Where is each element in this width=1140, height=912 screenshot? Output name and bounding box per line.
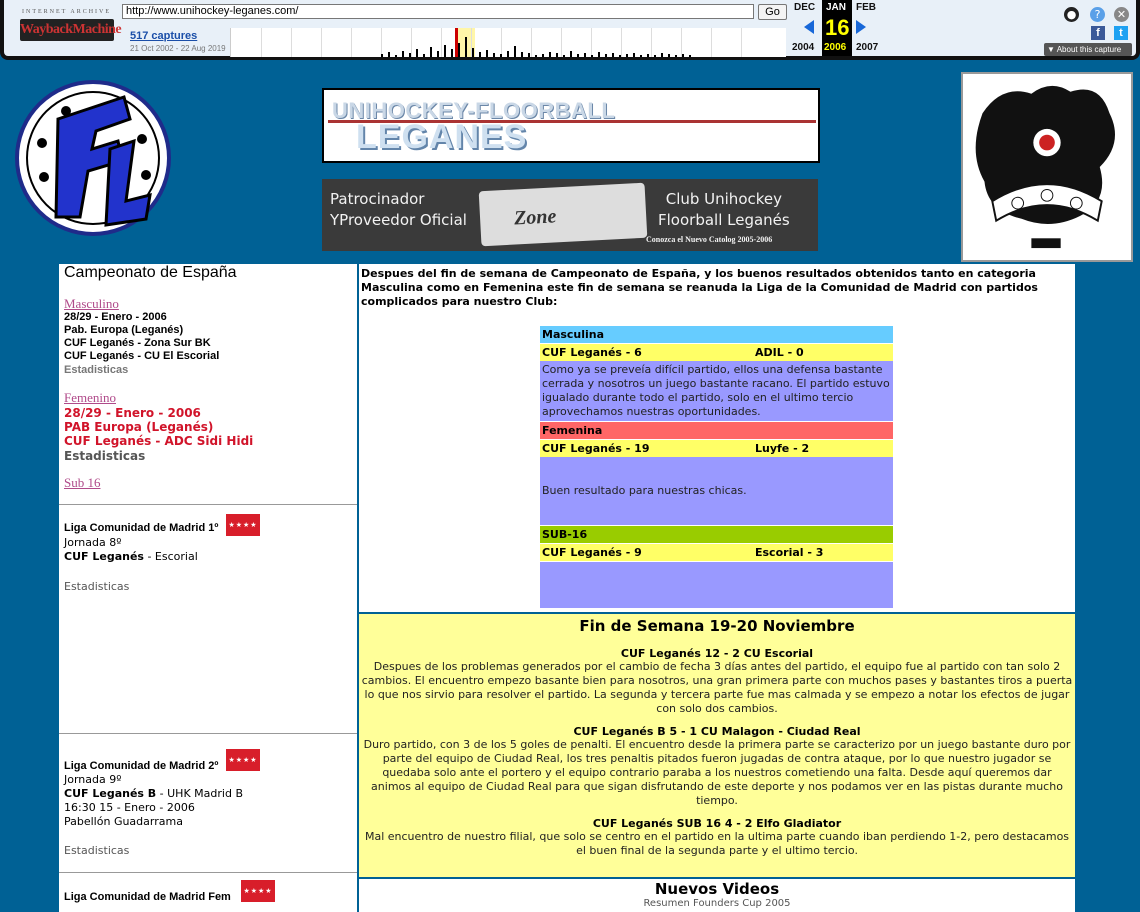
fem-header: [540, 422, 893, 439]
sparkline-bar: [619, 55, 621, 57]
sub-label: SUB-16: [542, 528, 588, 541]
masc-home: CUF Leganés - 6: [542, 346, 642, 359]
league2-round: Jornada 9º: [64, 773, 122, 786]
sparkline-bar: [465, 37, 467, 57]
wayback-toolbar: [0, 0, 1140, 60]
sub-home: CUF Leganés - 9: [542, 546, 642, 559]
banner-top-text: UNIHOCKEY-FLOORBALL: [332, 98, 616, 123]
sparkline-bar: [682, 54, 684, 57]
masc-label: Masculina: [542, 328, 605, 341]
current-day: 16: [825, 15, 850, 40]
game2-body: Duro partido, con 3 de los 5 goles de penalti. El encuentro desde la primera parte se caracterizo por un juego bastante duro por parte del equipo de Ciudad Real, los tres penaltis pitados fueron jugadas de contra ataque, por lo que nuestro jugador se quedaba solo ante el portero y el equipo contrario paraba a los nuestros cometiendo una falta. Desde aquí queremos dar animos al equipo de Ciudad Real para que sigan disfrutando de este deporte y nos podamos ver en las pistas durante mucho tiempo.: [363, 738, 1071, 807]
game3-title: CUF Leganés SUB 16 4 - 2 Elfo Gladiator: [592, 817, 842, 830]
sub16-link[interactable]: Sub 16: [64, 475, 101, 490]
weekend-title: Fin de Semana 19-20 Noviembre: [579, 617, 855, 635]
zone-brand-text: Zone: [513, 205, 557, 230]
sparkline-bar: [528, 53, 530, 57]
sub-description: [540, 562, 893, 608]
about-capture-button[interactable]: ▼ About this capture: [1044, 43, 1132, 56]
game1-title: CUF Leganés 12 - 2 CU Escorial: [620, 647, 814, 660]
twitter-icon[interactable]: t: [1114, 26, 1128, 40]
sparkline-bar: [451, 49, 453, 57]
url-input[interactable]: http://www.unihockey-leganes.com/: [122, 4, 754, 19]
sparkline-bar: [514, 46, 516, 57]
sponsor-left-line: YProveedor Oficial: [330, 211, 467, 229]
close-icon[interactable]: ✕: [1114, 7, 1129, 22]
weekend-results: [359, 612, 1075, 877]
sparkline-year-divider: [651, 28, 652, 57]
madrid-flag-icon: ★★★★: [226, 514, 260, 536]
sparkline-bar: [675, 55, 677, 57]
sparkline-bar: [381, 54, 383, 57]
sparkline-year-divider: [381, 28, 382, 57]
masc-header: [540, 326, 893, 343]
sparkline-bar: [479, 52, 481, 57]
prev-capture-arrow-icon[interactable]: [804, 20, 814, 34]
zone-brand-logo: [479, 183, 648, 247]
sparkline-year-divider: [441, 28, 442, 57]
sparkline-bar: [626, 54, 628, 57]
sparkline-year-divider: [621, 28, 622, 57]
game1-body: Despues de los problemas generados por el cambio de fecha 3 días antes del partido, el equipo fue al partido con tan solo 2 cambios. El encuentro empezo basante bien para nosotros, una gran primera parte con muchos pases y bastantes tiros a puerta lo que nos sirvio para resolver el partido. La segunda y tercera parte fue mas calmada y se empezo a notar los efectos de jugar con solo dos cambios.: [361, 660, 1073, 715]
sparkline-bar: [500, 54, 502, 57]
capture-range: 21 Oct 2002 - 22 Aug 2019: [130, 44, 226, 53]
sparkline-bar: [556, 53, 558, 57]
league1-opponent: - Escorial: [143, 550, 198, 563]
sparkline-bar: [661, 53, 663, 57]
masc-line: 28/29 - Enero - 2006: [64, 311, 167, 323]
divider: [59, 504, 357, 505]
sparkline-year-divider: [501, 28, 502, 57]
divider: [59, 733, 357, 734]
sparkline-bar: [549, 52, 551, 57]
sparkline-year-divider: [351, 28, 352, 57]
fem-line: PAB Europa (Leganés): [64, 420, 214, 434]
sparkline-bar: [458, 43, 460, 57]
fem-line: CUF Leganés - ADC Sidi Hidi: [64, 434, 254, 448]
fem-away: Luyfe - 2: [755, 442, 810, 455]
sparkline-year-divider: [681, 28, 682, 57]
go-button[interactable]: Go: [758, 4, 787, 20]
sparkline-year-divider: [591, 28, 592, 57]
sparkline-bar: [612, 53, 614, 57]
sparkline-bar: [402, 51, 404, 57]
sparkline-year-divider: [741, 28, 742, 57]
sparkline-bar: [577, 54, 579, 57]
sparkline-bar: [521, 52, 523, 57]
sparkline-year-divider: [711, 28, 712, 57]
game2-title: CUF Leganés B 5 - 1 CU Malagon - Ciudad Real: [573, 725, 861, 738]
next-month-label[interactable]: FEB: [856, 2, 876, 13]
league2-opponent: - UHK Madrid B: [156, 787, 243, 800]
sparkline-bar: [647, 54, 649, 57]
sparkline-bar: [563, 55, 565, 57]
sparkline-year-divider: [531, 28, 532, 57]
fem-description: Buen resultado para nuestras chicas.: [540, 457, 893, 525]
madrid-flag-icon: ★★★★: [241, 880, 275, 902]
sparkline-year-divider: [321, 28, 322, 57]
prev-month-label[interactable]: DEC: [794, 2, 816, 13]
capture-sparkline[interactable]: [230, 28, 786, 57]
club-mascot-image: [961, 72, 1133, 262]
league1-title: Liga Comunidad de Madrid 1º: [64, 522, 219, 534]
sub-score-row: [540, 544, 893, 561]
masc-line: Pab. Europa (Leganés): [64, 324, 184, 336]
intro-text: Despues del fin de semana de Campeonato de España, y los buenos resultados obtenidos tanto en categoria Masculina como en Femenina este fin de semana se reanuda la Liga de la Comunidad de Madrid con partidos complicados para nuestro Club:: [361, 267, 1038, 308]
sparkline-year-divider: [411, 28, 412, 57]
sparkline-bar: [409, 53, 411, 57]
sparkline-bar: [430, 47, 432, 57]
wayback-logo[interactable]: WaybackMachine: [20, 19, 114, 41]
league1-team: CUF Leganés: [64, 550, 144, 563]
league3-title: Liga Comunidad de Madrid Fem: [64, 891, 231, 903]
league1-stats-link[interactable]: Estadisticas: [64, 580, 130, 593]
archive-label: INTERNET ARCHIVE: [22, 9, 112, 15]
current-month-label: JAN: [826, 2, 847, 13]
current-year-label: 2006: [824, 42, 847, 53]
sparkline-bar: [542, 54, 544, 57]
masc-line: CUF Leganés - CU El Escorial: [64, 350, 220, 362]
sparkline-year-divider: [261, 28, 262, 57]
sparkline-bar: [444, 45, 446, 57]
sparkline-bar: [605, 54, 607, 57]
league2-title: Liga Comunidad de Madrid 2º: [64, 760, 219, 772]
sparkline-bar: [654, 55, 656, 57]
league2-match: [64, 787, 243, 800]
club-banner: [322, 88, 820, 163]
sparkline-bar: [423, 54, 425, 57]
about-capture-label: About this capture: [1056, 45, 1122, 54]
fl-club-logo: [14, 79, 172, 237]
sparkline-bar: [507, 51, 509, 57]
masc-info: [64, 311, 219, 363]
sparkline-bar: [570, 51, 572, 57]
divider: [59, 872, 357, 873]
game3-body: Mal encuentro de nuestro filial, que solo se centro en el partido en la ultima parte cuando iban perdiendo 1-2, pero destacamos el buen final de la segunda parte y el ultimo tercio.: [364, 830, 1070, 857]
sparkline-year-divider: [561, 28, 562, 57]
masculino-link[interactable]: Masculino: [64, 296, 119, 311]
sponsor-right-text: [658, 189, 790, 231]
sparkline-bar: [388, 52, 390, 57]
left-sidebar: [59, 264, 357, 912]
sparkline-bar: [486, 50, 488, 57]
masc-stats-link[interactable]: Estadisticas: [64, 364, 129, 376]
sponsor-catalog: Conozca el Nuevo Catolog 2005-2006: [646, 235, 773, 244]
sparkline-bar: [472, 48, 474, 57]
league2-venue: Pabellón Guadarrama: [64, 815, 183, 828]
sparkline-bar: [633, 53, 635, 57]
sparkline-current-marker: [455, 28, 458, 57]
sparkline-year-divider: [291, 28, 292, 57]
sponsor-right-line: Floorball Leganés: [658, 211, 790, 229]
masc-away: ADIL - 0: [755, 346, 804, 359]
masc-score-row: [540, 344, 893, 361]
league2-stats-link[interactable]: Estadisticas: [64, 844, 130, 857]
league1-match: [64, 550, 198, 563]
next-year-label[interactable]: 2007: [856, 42, 879, 53]
sparkline-bar: [689, 55, 691, 57]
fem-score-row: [540, 440, 893, 457]
captures-link[interactable]: 517 captures: [130, 30, 198, 42]
sparkline-bar: [668, 54, 670, 57]
femenino-link[interactable]: Femenino: [64, 390, 116, 405]
sponsor-banner[interactable]: [322, 179, 818, 251]
sponsor-left-line: Patrocinador: [330, 190, 425, 208]
fem-line: 28/29 - Enero - 2006: [64, 406, 201, 420]
sparkline-bar: [437, 51, 439, 57]
videos-section: [359, 879, 1075, 912]
fem-home: CUF Leganés - 19: [542, 442, 650, 455]
sparkline-bar: [395, 55, 397, 57]
next-capture-arrow-icon[interactable]: [856, 20, 866, 34]
sparkline-bar: [640, 55, 642, 57]
fem-info: [64, 406, 253, 448]
fem-label: Femenina: [542, 424, 603, 437]
league2-date: 16:30 15 - Enero - 2006: [64, 801, 195, 814]
sparkline-bar: [416, 49, 418, 57]
sparkline-bar: [535, 55, 537, 57]
sparkline-bar: [598, 52, 600, 57]
fem-stats-link[interactable]: Estadisticas: [64, 449, 146, 463]
facebook-icon[interactable]: f: [1091, 26, 1105, 40]
videos-title: Nuevos Videos: [654, 880, 780, 898]
masc-line: CUF Leganés - Zona Sur BK: [64, 337, 211, 349]
sparkline-bar: [493, 53, 495, 57]
sparkline-bar: [584, 53, 586, 57]
sponsor-right-line: Club Unihockey: [665, 190, 782, 208]
sub-header: [540, 526, 893, 543]
banner-main-text: LEGANES: [356, 118, 528, 156]
masc-description: Como ya se preveía difícil partido, ellos una defensa bastante cerrada y nosotros un juego bastante racano. El partido estuvo igualado durante todo el partido, solo en el ultimo tercio aprovechamos nuestras oportunidades.: [540, 361, 893, 421]
sub-away: Escorial - 3: [755, 546, 824, 559]
sparkline-bar: [591, 55, 593, 57]
league2-team: CUF Leganés B: [64, 787, 157, 800]
videos-subtitle[interactable]: Resumen Founders Cup 2005: [643, 898, 791, 909]
account-icon[interactable]: ●: [1064, 7, 1079, 22]
help-icon[interactable]: ?: [1090, 7, 1105, 22]
championship-title: Campeonato de España: [64, 264, 237, 281]
prev-year-label[interactable]: 2004: [792, 42, 815, 53]
madrid-flag-icon: ★★★★: [226, 749, 260, 771]
sponsor-left-text: [330, 189, 467, 231]
league1-round: Jornada 8º: [64, 536, 122, 549]
